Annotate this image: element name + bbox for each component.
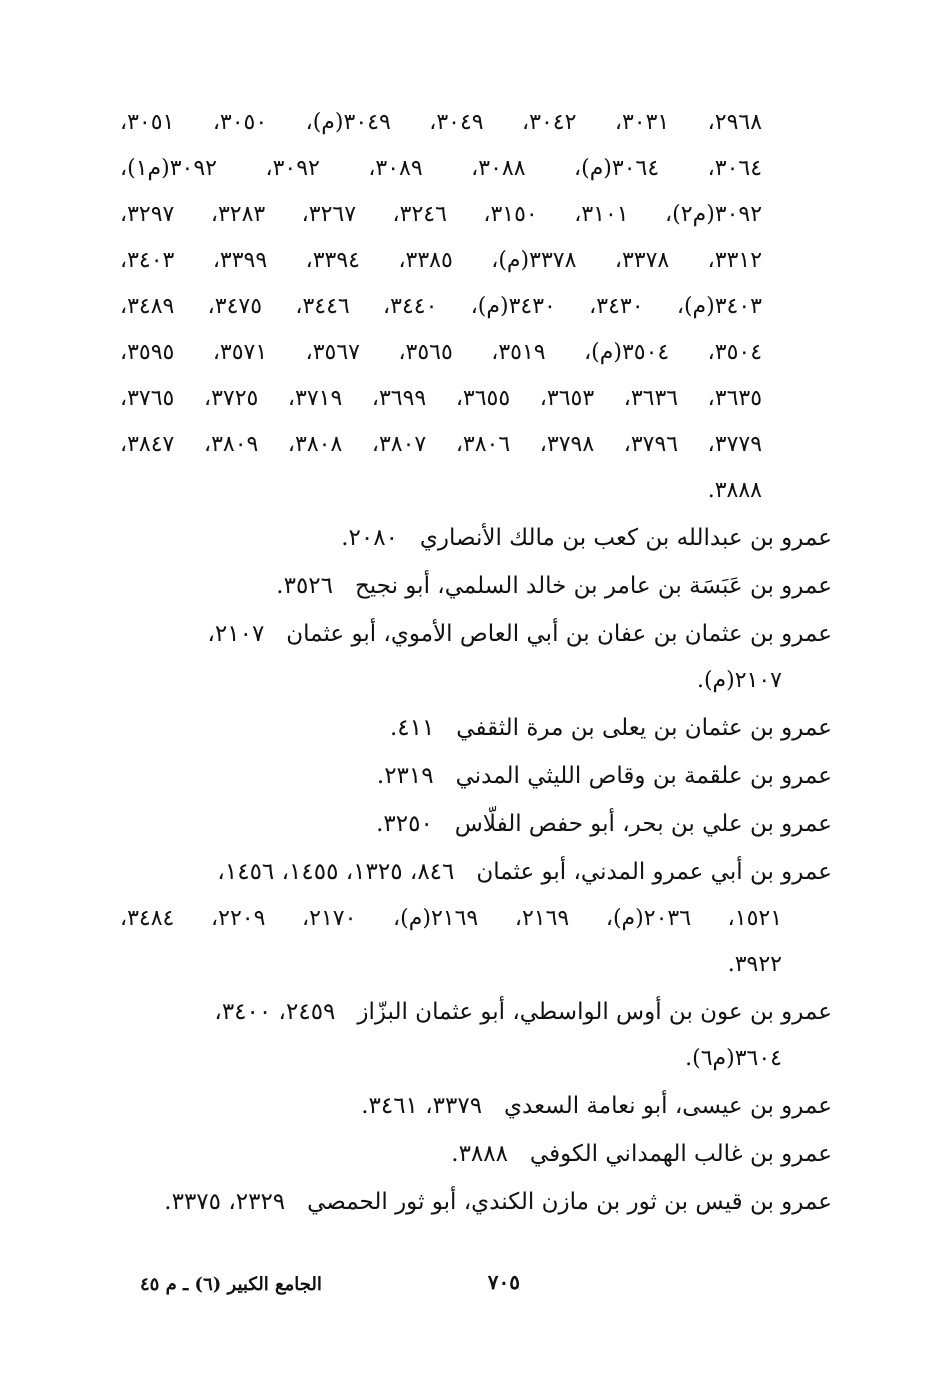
entry-refs: ٢١٠٧، xyxy=(207,621,265,647)
index-entry xyxy=(120,704,832,752)
index-entry xyxy=(120,1082,832,1130)
index-page xyxy=(120,100,832,1226)
entry-refs: ٢٠٨٠. xyxy=(341,525,398,551)
ref-line: ٣٠٩٢(م٢)، ٣١٠١، ٣١٥٠، ٣٢٤٦، ٣٢٦٧، ٣٢٨٣، ٣٢٩٧، xyxy=(120,202,762,227)
entry-name: عمرو بن عون بن أوس الواسطي، أبو عثمان البزّاز xyxy=(357,999,832,1025)
ref-line: ٣٧٧٩، ٣٧٩٦، ٣٧٩٨، ٣٨٠٦، ٣٨٠٧، ٣٨٠٨، ٣٨٠٩، ٣٨٤٧، xyxy=(120,432,762,457)
entry-refs: ٨٤٦، ١٣٢٥، ١٤٥٥، ١٤٥٦، xyxy=(217,859,455,885)
ref-line: ٢٩٦٨، ٣٠٣١، ٣٠٤٢، ٣٠٤٩، ٣٠٤٩(م)، ٣٠٥٠، ٣٠٥١، xyxy=(120,110,762,135)
entry-continuation: ٢١٠٧(م). xyxy=(696,668,782,693)
ref-line: ٣٥٠٤، ٣٥٠٤(م)، ٣٥١٩، ٣٥٦٥، ٣٥٦٧، ٣٥٧١، ٣٥٩٥، xyxy=(120,340,762,365)
entry-name: عمرو بن علقمة بن وقاص الليثي المدني xyxy=(455,763,832,789)
index-entry xyxy=(120,988,832,1036)
page-number: ٧٠٥ xyxy=(487,1270,520,1294)
index-entry xyxy=(120,800,832,848)
book-title: الجامع الكبير (٦) ـ م ٤٥ xyxy=(140,1274,322,1295)
ref-line: ٣٦٣٥، ٣٦٣٦، ٣٦٥٣، ٣٦٥٥، ٣٦٩٩، ٣٧١٩، ٣٧٢٥، ٣٧٦٥، xyxy=(120,386,762,411)
entry-refs: ٣٣٧٩، ٣٤٦١. xyxy=(361,1093,483,1119)
entry-refs: ٢٣١٩. xyxy=(376,763,434,789)
entry-continuation: ١٥٢١، ٢٠٣٦(م)، ٢١٦٩، ٢١٦٩(م)، ٢١٧٠، ٢٢٠٩، ٣٤٨٤، xyxy=(120,906,783,931)
entry-refs: ٣٢٥٠. xyxy=(376,811,433,837)
entry-name: عمرو بن عيسى، أبو نعامة السعدي xyxy=(504,1093,832,1119)
ref-line: ٣٤٠٣(م)، ٣٤٣٠، ٣٤٣٠(م)، ٣٤٤٠، ٣٤٤٦، ٣٤٧٥، ٣٤٨٩، xyxy=(120,294,762,319)
index-entry xyxy=(120,562,832,610)
ref-line: ٣٣١٢، ٣٣٧٨، ٣٣٧٨(م)، ٣٣٨٥، ٣٣٩٤، ٣٣٩٩، ٣٤٠٣، xyxy=(120,248,762,273)
entry-name: عمرو بن قيس بن ثور بن مازن الكندي، أبو ثور الحمصي xyxy=(307,1189,832,1215)
index-entry xyxy=(120,514,832,562)
ref-line: ٣٠٦٤، ٣٠٦٤(م)، ٣٠٨٨، ٣٠٨٩، ٣٠٩٢، ٣٠٩٢(م١)، xyxy=(120,156,762,181)
index-entry xyxy=(120,610,832,658)
continuation-block xyxy=(120,100,832,514)
index-entry xyxy=(120,1178,832,1226)
entry-refs: ٢٣٢٩، ٣٣٧٥. xyxy=(164,1189,286,1215)
entry-continuation: ٣٩٢٢. xyxy=(727,952,782,977)
entry-name: عمرو بن علي بن بحر، أبو حفص الفلّاس xyxy=(454,811,832,837)
entry-continuation: ٣٦٠٤(م٦). xyxy=(685,1046,782,1071)
index-entry xyxy=(120,752,832,800)
entry-name: عمرو بن أبي عمرو المدني، أبو عثمان xyxy=(476,859,832,885)
entry-name: عمرو بن عَبَسَة بن عامر بن خالد السلمي، أبو نجيح xyxy=(354,573,832,599)
entry-name: عمرو بن عثمان بن عفان بن أبي العاص الأموي، أبو عثمان xyxy=(286,621,832,647)
entry-refs: ٢٤٥٩، ٣٤٠٠، xyxy=(214,999,336,1025)
entries-list xyxy=(120,514,832,1226)
entry-refs: ٤١١. xyxy=(389,715,435,741)
entry-name: عمرو بن عبدالله بن كعب بن مالك الأنصاري xyxy=(419,525,832,551)
entry-refs: ٣٥٢٦. xyxy=(276,573,334,599)
entry-refs: ٣٨٨٨. xyxy=(451,1141,508,1167)
entry-name: عمرو بن عثمان بن يعلى بن مرة الثقفي xyxy=(456,715,832,741)
index-entry xyxy=(120,848,832,896)
ref-line: ٣٨٨٨. xyxy=(707,478,762,503)
entry-name: عمرو بن غالب الهمداني الكوفي xyxy=(529,1141,832,1167)
index-entry xyxy=(120,1130,832,1178)
